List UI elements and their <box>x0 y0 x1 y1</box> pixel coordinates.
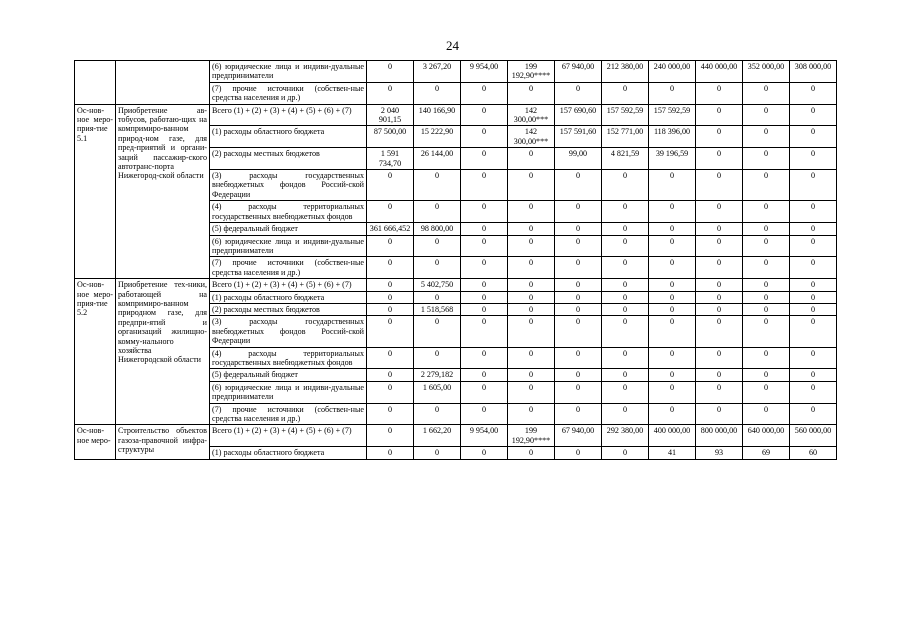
amount-cell: 0 <box>649 170 696 201</box>
amount-cell: 0 <box>414 201 461 223</box>
funding-source: (3) расходы государственных внебюджетных фондов Россий-ской Федерации <box>210 316 367 347</box>
table-row <box>75 279 837 291</box>
amount-cell: 0 <box>414 235 461 257</box>
amount-cell: 0 <box>367 291 414 303</box>
amount-cell: 157 592,59 <box>649 104 696 126</box>
amount-cell: 0 <box>555 82 602 104</box>
amount-cell: 0 <box>367 369 414 381</box>
amount-cell: 0 <box>367 61 414 83</box>
amount-cell: 0 <box>555 403 602 425</box>
amount-cell: 0 <box>508 403 555 425</box>
amount-cell: 0 <box>461 223 508 235</box>
amount-cell: 0 <box>743 279 790 291</box>
amount-cell: 0 <box>414 403 461 425</box>
amount-cell: 0 <box>367 170 414 201</box>
amount-cell: 0 <box>790 170 837 201</box>
amount-cell: 41 <box>649 447 696 459</box>
amount-cell: 0 <box>555 170 602 201</box>
amount-cell: 0 <box>696 257 743 279</box>
amount-cell: 0 <box>696 291 743 303</box>
amount-cell: 0 <box>461 316 508 347</box>
amount-cell: 0 <box>508 316 555 347</box>
amount-cell: 60 <box>790 447 837 459</box>
amount-cell: 0 <box>790 403 837 425</box>
amount-cell: 0 <box>602 291 649 303</box>
amount-cell: 1 662,20 <box>414 425 461 447</box>
amount-cell: 0 <box>743 381 790 403</box>
amount-cell: 0 <box>696 223 743 235</box>
amount-cell: 0 <box>602 201 649 223</box>
amount-cell: 0 <box>367 303 414 315</box>
amount-cell: 69 <box>743 447 790 459</box>
amount-cell: 0 <box>790 291 837 303</box>
amount-cell: 0 <box>649 82 696 104</box>
amount-cell: 0 <box>555 347 602 369</box>
amount-cell: 0 <box>367 201 414 223</box>
amount-cell: 0 <box>602 316 649 347</box>
amount-cell: 0 <box>649 381 696 403</box>
amount-cell: 0 <box>461 303 508 315</box>
amount-cell: 0 <box>743 235 790 257</box>
funding-source: (2) расходы местных бюджетов <box>210 303 367 315</box>
amount-cell: 142 300,00*** <box>508 104 555 126</box>
amount-cell: 0 <box>602 381 649 403</box>
amount-cell: 0 <box>555 316 602 347</box>
amount-cell: 440 000,00 <box>696 61 743 83</box>
amount-cell: 0 <box>790 148 837 170</box>
amount-cell: 0 <box>508 148 555 170</box>
amount-cell: 0 <box>743 223 790 235</box>
amount-cell: 0 <box>508 170 555 201</box>
amount-cell: 0 <box>649 201 696 223</box>
amount-cell: 0 <box>743 170 790 201</box>
amount-cell: 0 <box>790 82 837 104</box>
amount-cell: 26 144,00 <box>414 148 461 170</box>
amount-cell: 0 <box>743 257 790 279</box>
amount-cell: 0 <box>790 303 837 315</box>
amount-cell: 0 <box>461 347 508 369</box>
amount-cell: 400 000,00 <box>649 425 696 447</box>
amount-cell: 0 <box>602 279 649 291</box>
amount-cell: 0 <box>649 316 696 347</box>
measure-code: Ос-нов-ное меро-прия-тие 5.2 <box>75 279 116 425</box>
page-number: 24 <box>446 38 459 53</box>
measure-title <box>116 61 210 105</box>
amount-cell: 5 402,750 <box>414 279 461 291</box>
amount-cell: 15 222,90 <box>414 126 461 148</box>
amount-cell: 0 <box>414 291 461 303</box>
amount-cell: 0 <box>602 223 649 235</box>
amount-cell: 140 166,90 <box>414 104 461 126</box>
amount-cell: 0 <box>790 104 837 126</box>
amount-cell: 560 000,00 <box>790 425 837 447</box>
amount-cell: 361 666,452 <box>367 223 414 235</box>
amount-cell: 0 <box>461 82 508 104</box>
amount-cell: 0 <box>461 148 508 170</box>
amount-cell: 0 <box>461 279 508 291</box>
funding-source: (2) расходы местных бюджетов <box>210 148 367 170</box>
amount-cell: 0 <box>743 201 790 223</box>
funding-source: (1) расходы областного бюджета <box>210 126 367 148</box>
amount-cell: 0 <box>414 82 461 104</box>
amount-cell: 0 <box>790 347 837 369</box>
amount-cell: 2 279,182 <box>414 369 461 381</box>
amount-cell: 0 <box>790 201 837 223</box>
amount-cell: 0 <box>696 316 743 347</box>
amount-cell: 0 <box>696 170 743 201</box>
funding-source: Всего (1) + (2) + (3) + (4) + (5) + (6) + (7) <box>210 279 367 291</box>
amount-cell: 3 267,20 <box>414 61 461 83</box>
amount-cell: 0 <box>508 235 555 257</box>
amount-cell: 0 <box>414 170 461 201</box>
amount-cell: 640 000,00 <box>743 425 790 447</box>
amount-cell: 199 192,90**** <box>508 61 555 83</box>
amount-cell: 0 <box>649 403 696 425</box>
amount-cell: 4 821,59 <box>602 148 649 170</box>
amount-cell: 352 000,00 <box>743 61 790 83</box>
amount-cell: 118 396,00 <box>649 126 696 148</box>
amount-cell: 67 940,00 <box>555 425 602 447</box>
amount-cell: 0 <box>461 104 508 126</box>
amount-cell: 0 <box>367 316 414 347</box>
amount-cell: 0 <box>696 303 743 315</box>
amount-cell: 0 <box>743 104 790 126</box>
amount-cell: 0 <box>555 303 602 315</box>
amount-cell: 0 <box>414 447 461 459</box>
measure-title: Приобретение ав-тобусов, работаю-щих на компримиро-ванном природ-ном газе, для пред-приятий и органи-заций пассажир-ского автотранс-порта Нижегород-ской области <box>116 104 210 279</box>
amount-cell: 0 <box>649 369 696 381</box>
funding-source: (4) расходы территориальных государственных внебюджетных фондов <box>210 347 367 369</box>
amount-cell: 0 <box>696 148 743 170</box>
amount-cell: 0 <box>696 104 743 126</box>
funding-source: (5) федеральный бюджет <box>210 369 367 381</box>
funding-source: (7) прочие источники (собствен-ные средства населения и др.) <box>210 257 367 279</box>
measure-title: Приобретение тех-ники, работающей на компримиро-ванном природном газе, для предпри-ятий и организаций жилищно- комму-нального хозяйства Нижегородской области <box>116 279 210 425</box>
amount-cell: 142 300,00*** <box>508 126 555 148</box>
amount-cell: 1 518,568 <box>414 303 461 315</box>
amount-cell: 0 <box>696 369 743 381</box>
amount-cell: 0 <box>696 279 743 291</box>
amount-cell: 0 <box>461 257 508 279</box>
amount-cell: 98 800,00 <box>414 223 461 235</box>
amount-cell: 0 <box>790 381 837 403</box>
funding-source: Всего (1) + (2) + (3) + (4) + (5) + (6) + (7) <box>210 104 367 126</box>
amount-cell: 199 192,90**** <box>508 425 555 447</box>
amount-cell: 292 380,00 <box>602 425 649 447</box>
amount-cell: 0 <box>696 347 743 369</box>
measure-code <box>75 61 116 105</box>
amount-cell: 0 <box>696 403 743 425</box>
amount-cell: 0 <box>649 291 696 303</box>
amount-cell: 0 <box>508 82 555 104</box>
amount-cell: 0 <box>508 381 555 403</box>
amount-cell: 0 <box>367 403 414 425</box>
amount-cell: 0 <box>743 403 790 425</box>
amount-cell: 0 <box>743 82 790 104</box>
table-row <box>75 425 837 447</box>
amount-cell: 0 <box>649 347 696 369</box>
amount-cell: 0 <box>508 347 555 369</box>
amount-cell: 0 <box>461 201 508 223</box>
amount-cell: 0 <box>602 170 649 201</box>
amount-cell: 0 <box>790 235 837 257</box>
amount-cell: 0 <box>743 316 790 347</box>
amount-cell: 0 <box>743 148 790 170</box>
amount-cell: 0 <box>367 257 414 279</box>
amount-cell: 0 <box>696 126 743 148</box>
amount-cell: 0 <box>790 316 837 347</box>
amount-cell: 0 <box>602 347 649 369</box>
amount-cell: 0 <box>367 235 414 257</box>
amount-cell: 0 <box>555 279 602 291</box>
amount-cell: 0 <box>649 223 696 235</box>
amount-cell: 0 <box>461 291 508 303</box>
funding-source: (1) расходы областного бюджета <box>210 291 367 303</box>
amount-cell: 0 <box>743 369 790 381</box>
amount-cell: 0 <box>743 291 790 303</box>
amount-cell: 0 <box>555 257 602 279</box>
amount-cell: 0 <box>367 82 414 104</box>
amount-cell: 0 <box>508 257 555 279</box>
amount-cell: 39 196,59 <box>649 148 696 170</box>
amount-cell: 0 <box>508 279 555 291</box>
funding-source: (3) расходы государственных внебюджетных фондов Россий-ской Федерации <box>210 170 367 201</box>
amount-cell: 0 <box>743 347 790 369</box>
amount-cell: 0 <box>602 403 649 425</box>
measure-code: Ос-нов-ное меро- <box>75 425 116 459</box>
amount-cell: 0 <box>555 369 602 381</box>
amount-cell: 0 <box>602 303 649 315</box>
amount-cell: 0 <box>555 223 602 235</box>
amount-cell: 0 <box>367 279 414 291</box>
amount-cell: 157 591,60 <box>555 126 602 148</box>
amount-cell: 0 <box>367 425 414 447</box>
amount-cell: 0 <box>414 316 461 347</box>
amount-cell: 0 <box>508 303 555 315</box>
amount-cell: 0 <box>602 82 649 104</box>
amount-cell: 2 040 901,15 <box>367 104 414 126</box>
amount-cell: 0 <box>367 381 414 403</box>
amount-cell: 0 <box>790 223 837 235</box>
amount-cell: 0 <box>367 347 414 369</box>
table-row <box>75 61 837 83</box>
funding-source: (6) юридические лица и индиви-дуальные предприниматели <box>210 381 367 403</box>
funding-source: (6) юридические лица и индиви-дуальные предприниматели <box>210 61 367 83</box>
amount-cell: 0 <box>414 257 461 279</box>
amount-cell: 0 <box>508 447 555 459</box>
amount-cell: 0 <box>649 257 696 279</box>
amount-cell: 99,00 <box>555 148 602 170</box>
amount-cell: 0 <box>555 447 602 459</box>
funding-source: (6) юридические лица и индиви-дуальные предприниматели <box>210 235 367 257</box>
amount-cell: 0 <box>461 126 508 148</box>
amount-cell: 93 <box>696 447 743 459</box>
amount-cell: 0 <box>602 447 649 459</box>
amount-cell: 0 <box>461 369 508 381</box>
funding-source: (7) прочие источники (собствен-ные средства населения и др.) <box>210 82 367 104</box>
amount-cell: 800 000,00 <box>696 425 743 447</box>
table-row <box>75 104 837 126</box>
amount-cell: 0 <box>461 447 508 459</box>
amount-cell: 0 <box>508 223 555 235</box>
amount-cell: 1 605,00 <box>414 381 461 403</box>
amount-cell: 0 <box>555 201 602 223</box>
amount-cell: 0 <box>555 235 602 257</box>
amount-cell: 0 <box>461 381 508 403</box>
amount-cell: 0 <box>790 279 837 291</box>
measure-code: Ос-нов-ное меро-прия-тие 5.1 <box>75 104 116 279</box>
amount-cell: 0 <box>696 235 743 257</box>
amount-cell: 0 <box>790 369 837 381</box>
amount-cell: 0 <box>696 381 743 403</box>
amount-cell: 152 771,00 <box>602 126 649 148</box>
amount-cell: 9 954,00 <box>461 425 508 447</box>
amount-cell: 240 000,00 <box>649 61 696 83</box>
amount-cell: 0 <box>414 347 461 369</box>
amount-cell: 0 <box>790 126 837 148</box>
funding-source: (4) расходы территориальных государственных внебюджетных фондов <box>210 201 367 223</box>
amount-cell: 0 <box>649 279 696 291</box>
funding-source: (7) прочие источники (собствен-ные средства населения и др.) <box>210 403 367 425</box>
amount-cell: 0 <box>696 201 743 223</box>
amount-cell: 0 <box>602 369 649 381</box>
amount-cell: 0 <box>367 447 414 459</box>
amount-cell: 308 000,00 <box>790 61 837 83</box>
amount-cell: 0 <box>555 291 602 303</box>
amount-cell: 87 500,00 <box>367 126 414 148</box>
amount-cell: 0 <box>743 126 790 148</box>
measure-title: Строительство объектов газоза-правочной инфра-структуры <box>116 425 210 459</box>
amount-cell: 0 <box>508 369 555 381</box>
funding-source: (5) федеральный бюджет <box>210 223 367 235</box>
funding-source: (1) расходы областного бюджета <box>210 447 367 459</box>
amount-cell: 0 <box>461 170 508 201</box>
amount-cell: 1 591 734,70 <box>367 148 414 170</box>
amount-cell: 0 <box>508 291 555 303</box>
amount-cell: 0 <box>696 82 743 104</box>
amount-cell: 157 592,59 <box>602 104 649 126</box>
amount-cell: 0 <box>649 235 696 257</box>
amount-cell: 0 <box>790 257 837 279</box>
amount-cell: 0 <box>649 303 696 315</box>
amount-cell: 0 <box>602 235 649 257</box>
funding-source: Всего (1) + (2) + (3) + (4) + (5) + (6) + (7) <box>210 425 367 447</box>
amount-cell: 212 380,00 <box>602 61 649 83</box>
amount-cell: 0 <box>461 403 508 425</box>
amount-cell: 0 <box>743 303 790 315</box>
amount-cell: 0 <box>602 257 649 279</box>
amount-cell: 157 690,60 <box>555 104 602 126</box>
amount-cell: 0 <box>461 235 508 257</box>
amount-cell: 67 940,00 <box>555 61 602 83</box>
amount-cell: 0 <box>508 201 555 223</box>
amount-cell: 0 <box>555 381 602 403</box>
budget-table <box>74 60 837 460</box>
amount-cell: 9 954,00 <box>461 61 508 83</box>
